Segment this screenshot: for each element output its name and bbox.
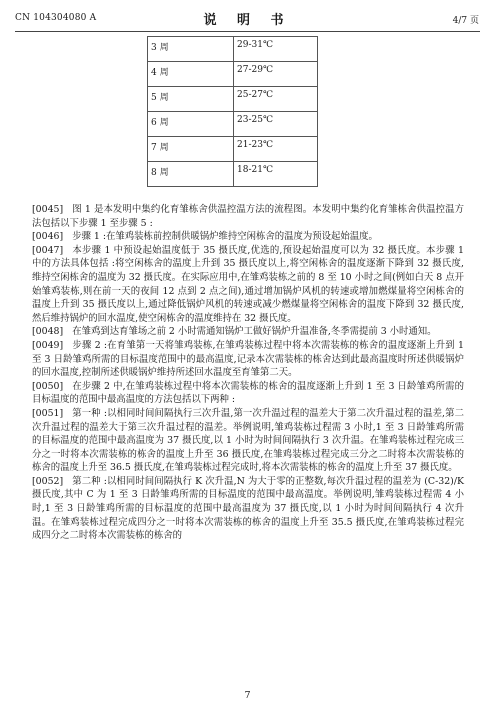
table-row (148, 62, 318, 87)
page-counter: 4/7 页 (452, 16, 479, 26)
header-divider (15, 31, 480, 32)
paragraph (32, 244, 464, 326)
document-title: 说 明 书 (203, 13, 292, 28)
paragraph-number: [0052] (32, 475, 64, 487)
paragraph (32, 230, 464, 244)
page-number: 7 (244, 690, 251, 701)
patent-number: CN 104304080 A (15, 13, 97, 23)
paragraph-text: 图 1 是本发明中集约化育雏栋舍供温控温方法的流程图。本发明中集约化育雏栋舍供温控温方法包括以下步骤 1 至步骤 5 : (32, 204, 464, 229)
table-row (148, 137, 318, 162)
paragraph-text: 步骤 1 :在雏鸡装栋前控制供暖锅炉维持空闲栋舍的温度为预设起始温度。 (72, 231, 378, 243)
week-cell: 6 周 (148, 112, 234, 137)
temperature-table (147, 36, 318, 187)
paragraph-text: 在步骤 2 中,在雏鸡装栋过程中将本次需装栋的栋舍的温度逐渐上升到 1 至 3 日龄雏鸡所需的目标温度的范围中最高温度的方法包括以下两种 : (32, 380, 464, 406)
paragraph-number: [0047] (32, 244, 64, 256)
table-row (148, 112, 318, 137)
page-header (0, 0, 495, 32)
week-cell: 3 周 (148, 37, 234, 62)
paragraph (32, 380, 464, 407)
paragraph-text: 第二种 :以相同时间间隔执行 K 次升温,N 为大于零的正整数,每次升温过程的温差为 (C-32)/K 摄氏度,其中 C 为 1 至 3 日龄雏鸡所需的目标温度的范围中最高温度。举例说明,雏鸡装栋过程需 4 小时,1 至 3 日龄雏鸡所需的目标温度的范围中最高温度为 37 摄氏度,以 1 小时为时间间隔执行 4 次升温。在雏鸡装栋过程完成四分之一时将本次需装栋的栋舍的温度上升至 35.5 摄氏度,在雏鸡装栋过程完成四分之二时将本次需装栋的栋舍的 (32, 475, 464, 542)
paragraph-number: [0051] (32, 407, 64, 419)
description-body (32, 203, 464, 543)
paragraph-number: [0048] (32, 326, 64, 338)
paragraph-text: 本步骤 1 中预设起始温度低于 35 摄氏度,优选的,预设起始温度可以为 32 摄氏度。本步骤 1 中的方法具体包括 :将空闲栋舍的温度上升到 35 摄氏度以上,将空闲栋舍的温度逐渐下降到 32 摄氏度,维持空闲栋舍的温度为 32 摄氏度。在实际应用中,在雏鸡装栋之前的 8 至 10 小时之间(例如白天 8 点开始雏鸡装栋,则在前一天的夜间 12 点到 2 点之间),通过增加锅炉风机的转速或增加燃煤量将空闲栋舍的温度上升到 35 摄氏度以上,通过降低锅炉风机的转速或减少燃煤量将空闲栋舍的温度下降到 32 摄氏度,然后维持锅炉的回水温度,使空闲栋舍的温度维持在 32 摄氏度。 (32, 244, 464, 324)
table-row (148, 162, 318, 187)
paragraph (32, 203, 464, 230)
week-cell: 7 周 (148, 137, 234, 162)
week-cell: 5 周 (148, 87, 234, 112)
table-row (148, 37, 318, 62)
paragraph-number: [0050] (32, 380, 64, 392)
paragraph (32, 475, 464, 543)
paragraph (32, 325, 464, 339)
temperature-cell: 18-21℃ (234, 162, 318, 187)
paragraph (32, 339, 464, 380)
temperature-cell: 27-29℃ (234, 62, 318, 87)
paragraph (32, 407, 464, 475)
paragraph-text: 步骤 2 :在育雏第一天将雏鸡装栋,在雏鸡装栋过程中将本次需装栋的栋舍的温度逐渐上升到 1 至 3 日龄雏鸡所需的目标温度范围中的最高温度,记录本次需装栋的栋舍达到此最高温度时所述供暖锅炉的回水温度,控制所述供暖锅炉维持所述回水温度至育雏第二天。 (32, 339, 464, 379)
temperature-cell: 21-23℃ (234, 137, 318, 162)
temperature-cell: 29-31℃ (234, 37, 318, 62)
temperature-cell: 23-25℃ (234, 112, 318, 137)
paragraph-number: [0049] (32, 339, 64, 351)
paragraph-number: [0046] (32, 231, 64, 243)
temperature-cell: 25-27℃ (234, 87, 318, 112)
week-cell: 8 周 (148, 162, 234, 187)
paragraph-number: [0045] (32, 204, 64, 215)
paragraph-text: 第一种 :以相同时间间隔执行三次升温,第一次升温过程的温差大于第二次升温过程的温差,第二次升温过程的温差大于第三次升温过程的温差。举例说明,雏鸡装栋过程需 3 小时,1 至 3 日龄雏鸡所需的目标温度的范围中最高温度为 37 摄氏度,以 1 小时为时间间隔执行 3 次升温。在雏鸡装栋过程完成三分之一时将本次需装栋的栋舍的温度上升至 36 摄氏度,在雏鸡装栋过程完成三分之二时将本次需装栋的栋舍的温度上升至 36.5 摄氏度,在雏鸡装栋过程完成时,将本次需装栋的栋舍的温度上升至 37 摄氏度。 (32, 407, 464, 474)
table-row (148, 87, 318, 112)
week-cell: 4 周 (148, 62, 234, 87)
paragraph-text: 在雏鸡到达育雏场之前 2 小时需通知锅炉工做好锅炉升温准备,冬季需提前 3 小时通知。 (72, 326, 437, 338)
